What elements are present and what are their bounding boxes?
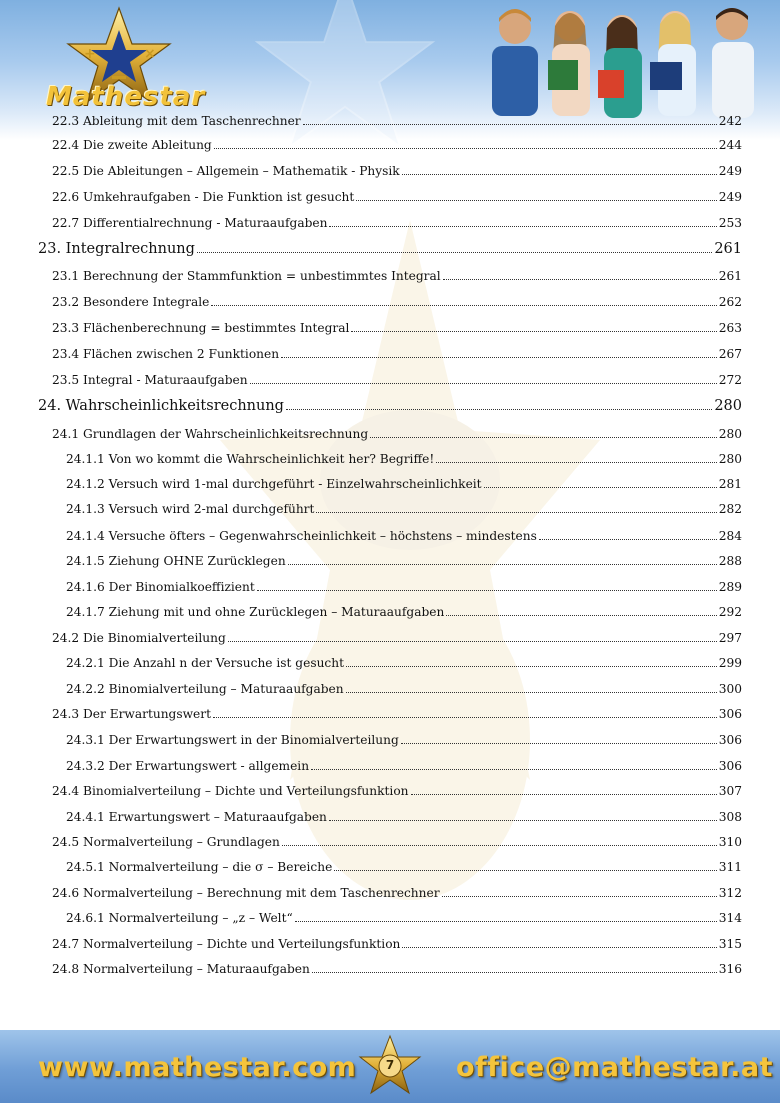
toc-entry-title: 24.4 Binomialverteilung – Dichte und Verteilungsfunktion bbox=[52, 784, 409, 798]
toc-entry-title: 23.5 Integral - Maturaaufgaben bbox=[52, 373, 248, 387]
toc-entry[interactable] bbox=[0, 161, 780, 181]
toc-entry-page: 281 bbox=[718, 477, 742, 491]
toc-entry-page: 280 bbox=[718, 452, 742, 466]
toc-leader-dots bbox=[484, 487, 717, 488]
toc-entry-page: 315 bbox=[718, 937, 742, 951]
toc-leader-dots bbox=[446, 615, 717, 616]
toc-entry-page: 289 bbox=[718, 580, 742, 594]
toc-entry[interactable] bbox=[0, 266, 780, 286]
toc-entry-page: 314 bbox=[718, 911, 742, 925]
toc-leader-dots bbox=[329, 226, 717, 227]
toc-leader-dots bbox=[401, 743, 717, 744]
toc-entry-title: 24.1.5 Ziehung OHNE Zurücklegen bbox=[66, 554, 286, 568]
toc-entry-title: 24.3 Der Erwartungswert bbox=[52, 707, 211, 721]
toc-entry-title: 24.1.1 Von wo kommt die Wahrscheinlichkeit her? Begriffe! bbox=[66, 452, 435, 466]
toc-entry[interactable] bbox=[0, 908, 780, 928]
footer-page-number: 7 bbox=[385, 1058, 395, 1072]
toc-entry-page: 282 bbox=[718, 502, 742, 516]
toc-leader-dots bbox=[346, 692, 717, 693]
toc-entry-title: 24.1.7 Ziehung mit und ohne Zurücklegen – Maturaaufgaben bbox=[66, 605, 445, 619]
toc-entry-title: 23.1 Berechnung der Stammfunktion = unbestimmtes Integral bbox=[52, 269, 441, 283]
toc-entry[interactable] bbox=[0, 213, 780, 233]
toc-chapter-entry[interactable] bbox=[0, 239, 780, 259]
toc-entry[interactable] bbox=[0, 526, 780, 546]
toc-entry[interactable] bbox=[0, 551, 780, 571]
toc-entry-title: 24.3.2 Der Erwartungswert - allgemein bbox=[66, 759, 310, 773]
toc-entry-page: 288 bbox=[718, 554, 742, 568]
toc-entry-page: 249 bbox=[718, 190, 742, 204]
toc-entry[interactable] bbox=[0, 474, 780, 494]
toc-entry-title: 23.2 Besondere Integrale bbox=[52, 295, 210, 309]
toc-entry-title: 24.4.1 Erwartungswert – Maturaaufgaben bbox=[66, 810, 327, 824]
toc-entry-title: 24.6.1 Normalverteilung – „z – Welt“ bbox=[66, 911, 293, 925]
toc-entry-page: 297 bbox=[718, 631, 742, 645]
toc-leader-dots bbox=[443, 279, 717, 280]
svg-text:+: + bbox=[84, 46, 96, 62]
toc-entry-title: 22.4 Die zweite Ableitung bbox=[52, 138, 212, 152]
toc-entry[interactable] bbox=[0, 135, 780, 155]
toc-leader-dots bbox=[214, 148, 717, 149]
logo-text: Mathestar bbox=[46, 82, 206, 112]
toc-entry-page: 261 bbox=[718, 269, 742, 283]
toc-entry-title: 23. Integralrechnung bbox=[38, 241, 195, 257]
toc-entry-title: 24.1.4 Versuche öfters – Gegenwahrscheinlichkeit – höchstens – mindestens bbox=[66, 529, 537, 543]
toc-entry-title: 22.7 Differentialrechnung - Maturaaufgaben bbox=[52, 216, 328, 230]
toc-leader-dots bbox=[282, 845, 717, 846]
toc-leader-dots bbox=[442, 896, 717, 897]
footer-website[interactable]: www.mathestar.com bbox=[38, 1052, 357, 1083]
toc-entry-title: 23.3 Flächenberechnung = bestimmtes Integral bbox=[52, 321, 350, 335]
toc-entry-page: 253 bbox=[718, 216, 742, 230]
toc-leader-dots bbox=[286, 409, 712, 410]
toc-entry-page: 300 bbox=[718, 682, 742, 696]
toc-entry[interactable] bbox=[0, 602, 780, 622]
toc-entry[interactable] bbox=[0, 959, 780, 979]
toc-entry-title: 24.2.1 Die Anzahl n der Versuche ist gesucht bbox=[66, 656, 344, 670]
toc-leader-dots bbox=[281, 357, 717, 358]
toc-leader-dots bbox=[539, 539, 717, 540]
toc-entry-title: 24. Wahrscheinlichkeitsrechnung bbox=[38, 398, 284, 414]
toc-leader-dots bbox=[257, 590, 717, 591]
toc-entry-title: 24.1 Grundlagen der Wahrscheinlichkeitsrechnung bbox=[52, 427, 369, 441]
toc-entry-page: 299 bbox=[718, 656, 742, 670]
toc-entry-page: 244 bbox=[718, 138, 742, 152]
toc-entry[interactable] bbox=[0, 653, 780, 673]
toc-entry-page: 312 bbox=[718, 886, 742, 900]
toc-leader-dots bbox=[402, 947, 717, 948]
toc-leader-dots bbox=[436, 462, 717, 463]
toc-entry-page: 306 bbox=[718, 707, 742, 721]
toc-leader-dots bbox=[213, 717, 717, 718]
toc-entry[interactable] bbox=[0, 424, 780, 444]
toc-leader-dots bbox=[311, 769, 717, 770]
toc-entry-title: 22.3 Ableitung mit dem Taschenrechner bbox=[52, 114, 301, 128]
toc-leader-dots bbox=[250, 383, 717, 384]
toc-entry-page: 261 bbox=[714, 241, 742, 257]
toc-entry-page: 263 bbox=[718, 321, 742, 335]
toc-leader-dots bbox=[370, 437, 717, 438]
toc-leader-dots bbox=[211, 305, 717, 306]
toc-entry[interactable] bbox=[0, 883, 780, 903]
toc-leader-dots bbox=[316, 512, 717, 513]
toc-entry-title: 24.1.6 Der Binomialkoeffizient bbox=[66, 580, 255, 594]
toc-leader-dots bbox=[228, 641, 717, 642]
toc-entry-page: 280 bbox=[718, 427, 742, 441]
svg-text:×: × bbox=[144, 46, 156, 62]
toc-entry-title: 24.1.3 Versuch wird 2-mal durchgeführt bbox=[66, 502, 315, 516]
toc-entry-page: 249 bbox=[718, 164, 742, 178]
toc-entry[interactable] bbox=[0, 628, 780, 648]
toc-leader-dots bbox=[356, 200, 717, 201]
toc-entry[interactable] bbox=[0, 370, 780, 390]
toc-entry[interactable] bbox=[0, 449, 780, 469]
toc-entry-title: 24.6 Normalverteilung – Berechnung mit dem Taschenrechner bbox=[52, 886, 440, 900]
toc-entry-page: 280 bbox=[714, 398, 742, 414]
toc-entry[interactable] bbox=[0, 832, 780, 852]
toc-entry-page: 311 bbox=[718, 860, 742, 874]
toc-leader-dots bbox=[411, 794, 717, 795]
toc-leader-dots bbox=[402, 174, 717, 175]
toc-entry-title: 24.2.2 Binomialverteilung – Maturaaufgaben bbox=[66, 682, 344, 696]
toc-entry-title: 22.6 Umkehraufgaben - Die Funktion ist gesucht bbox=[52, 190, 355, 204]
toc-entry[interactable] bbox=[0, 934, 780, 954]
toc-entry[interactable] bbox=[0, 111, 780, 131]
footer-email[interactable]: office@mathestar.at bbox=[456, 1052, 773, 1083]
toc-entry-title: 24.5.1 Normalverteilung – die σ – Bereiche bbox=[66, 860, 333, 874]
toc-entry[interactable] bbox=[0, 756, 780, 776]
toc-leader-dots bbox=[351, 331, 717, 332]
toc-entry[interactable] bbox=[0, 318, 780, 338]
toc-entry-page: 306 bbox=[718, 733, 742, 747]
toc-entry-page: 284 bbox=[718, 529, 742, 543]
toc-entry-title: 22.5 Die Ableitungen – Allgemein – Mathematik - Physik bbox=[52, 164, 400, 178]
toc-leader-dots bbox=[329, 820, 717, 821]
toc-entry[interactable] bbox=[0, 187, 780, 207]
toc-entry-title: 24.8 Normalverteilung – Maturaaufgaben bbox=[52, 962, 310, 976]
toc-entry-title: 24.2 Die Binomialverteilung bbox=[52, 631, 226, 645]
toc-leader-dots bbox=[312, 972, 717, 973]
toc-entry-page: 306 bbox=[718, 759, 742, 773]
toc-entry-title: 23.4 Flächen zwischen 2 Funktionen bbox=[52, 347, 280, 361]
toc-entry[interactable] bbox=[0, 704, 780, 724]
toc-entry[interactable] bbox=[0, 292, 780, 312]
toc-entry-page: 267 bbox=[718, 347, 742, 361]
toc-entry-page: 307 bbox=[718, 784, 742, 798]
toc-entry[interactable] bbox=[0, 679, 780, 699]
toc-leader-dots bbox=[197, 252, 712, 253]
toc-entry-page: 292 bbox=[718, 605, 742, 619]
toc-entry-title: 24.5 Normalverteilung – Grundlagen bbox=[52, 835, 280, 849]
toc-chapter-entry[interactable] bbox=[0, 396, 780, 416]
toc-leader-dots bbox=[303, 124, 717, 125]
toc-entry-title: 24.7 Normalverteilung – Dichte und Verteilungsfunktion bbox=[52, 937, 401, 951]
toc-entry[interactable] bbox=[0, 730, 780, 750]
toc-leader-dots bbox=[288, 564, 717, 565]
toc-entry-page: 308 bbox=[718, 810, 742, 824]
toc-entry-page: 316 bbox=[718, 962, 742, 976]
toc-entry[interactable] bbox=[0, 344, 780, 364]
toc-leader-dots bbox=[295, 921, 717, 922]
toc-entry[interactable] bbox=[0, 807, 780, 827]
toc-entry-page: 310 bbox=[718, 835, 742, 849]
toc-entry-page: 242 bbox=[718, 114, 742, 128]
toc-entry-page: 262 bbox=[718, 295, 742, 309]
toc-entry[interactable] bbox=[0, 857, 780, 877]
toc-entry[interactable] bbox=[0, 781, 780, 801]
toc-entry-title: 24.3.1 Der Erwartungswert in der Binomialverteilung bbox=[66, 733, 399, 747]
toc-entry[interactable] bbox=[0, 499, 780, 519]
toc-entry[interactable] bbox=[0, 577, 780, 597]
toc-leader-dots bbox=[346, 666, 717, 667]
toc-leader-dots bbox=[334, 870, 717, 871]
toc-entry-title: 24.1.2 Versuch wird 1-mal durchgeführt - Einzelwahrscheinlichkeit bbox=[66, 477, 482, 491]
toc-entry-page: 272 bbox=[718, 373, 742, 387]
